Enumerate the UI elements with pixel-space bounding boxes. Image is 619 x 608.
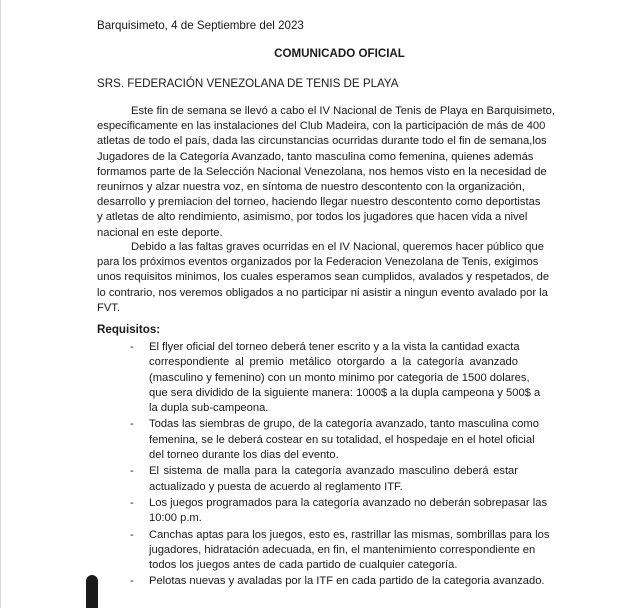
requirement-line: correspondiente al premio metálico otorgardo a la categoría avanzado: [149, 356, 518, 369]
paragraph-line: y atletas de alto rendimiento, asimismo, por todos los jugadores que hacen vida a nivel: [97, 211, 528, 224]
requirement-line: que sera dividido de la siguiente manera: 1000$ a la dupla campeona y 500$ a: [149, 386, 541, 399]
requirement-line: femenina, se le deberá costear en su totalidad, el hospedaje en el hotel oficial: [149, 433, 535, 446]
requirements-list: [130, 340, 550, 591]
letter-title: [0, 47, 619, 60]
bullet-dash: -: [130, 465, 134, 478]
requirement-line: Canchas aptas para los juegos, esto es, rastrillar las mismas, sombrillas para los: [149, 528, 550, 541]
paragraph-line: reunirnos y alzar nuestra voz, en síntoma de nuestro descontento con la organización,: [97, 181, 525, 194]
paragraph-line: Este fin de semana se llevó a cabo el IV Nacional de Tenis de Playa en Barquisimeto,: [131, 105, 555, 117]
requirement-item: [130, 464, 518, 495]
requirement-item: [130, 496, 548, 527]
paragraph-event-summary: [97, 104, 555, 241]
bullet-dash: -: [130, 575, 134, 588]
bullet-dash: -: [130, 418, 134, 431]
requirement-line: la dupla sub-campeona.: [149, 402, 269, 415]
corner-mark-shape: [86, 575, 98, 608]
paragraph-line: Debido a las faltas graves ocurridas en el IV Nacional, queremos hacer público que: [131, 241, 544, 253]
letter-date: Barquisimeto, 4 de Septiembre del 2023: [97, 19, 304, 32]
paragraph-line: desarrollo y premiacion del torneo, haciendo llegar nuestro descontento como deportistas: [97, 196, 541, 209]
requirement-line: actualizado y puesta de acuerdo al reglamento ITF.: [149, 480, 403, 493]
requirement-line: jugadores, hidratación adecuada, en fin, el mantenimiento correspondiente en: [149, 543, 536, 556]
requirement-line: (masculino y femenino) con un monto minimo por categoria de 1500 dolares,: [149, 371, 530, 384]
requirement-item: [130, 417, 539, 463]
paragraph-line: Jugadores de la Categoría Avanzado, tanto masculina como femenina, quienes además: [97, 150, 534, 163]
requirement-item: [130, 574, 545, 589]
paragraph-line: FVT.: [97, 301, 120, 314]
requirement-line: El flyer oficial del torneo deberá tener escrito y a la vista la cantidad exacta: [149, 341, 520, 353]
requirement-line: 10:00 p.m.: [149, 512, 202, 525]
requirements-heading: Requisitos:: [97, 323, 161, 336]
requirement-line: todos los juegos antes de cada partido de cualquier categoría.: [149, 559, 458, 572]
paragraph-line: atletas de todo el país, dada las circunstancias ocurridas durante todo el fin de semana,los: [97, 135, 547, 148]
requirement-item: [130, 340, 541, 416]
paragraph-line: formamos parte de la Selección Nacional Venezolana, nos hemos visto en la necesidad de: [97, 165, 547, 178]
bullet-dash: -: [130, 528, 134, 541]
requirement-item: [130, 528, 550, 574]
paragraph-line: lo contrario, nos veremos obligados a no participar ni asistir a ningun evento avalado por la: [97, 286, 548, 299]
paragraph-line: especificamente en las instalaciones del Club Madeira, con la participación de más de 400: [97, 120, 546, 133]
requirement-line: Los juegos programados para la categoría avanzado no deberán sobrepasar las: [149, 496, 548, 509]
page-edge-line: [0, 0, 1, 608]
paragraph-line: nacional en este deporte.: [97, 226, 223, 239]
paragraph-line: para los próximos eventos organizados por la Federacion Venezolana de Tenis, exigimos: [97, 256, 539, 269]
paragraph-line: unos requisitos minimos, los cuales esperamos sean cumplidos, avalados y respetados, de: [97, 271, 550, 284]
paragraph-demands-intro: [97, 240, 550, 316]
letter-title-text: COMUNICADO OFICIAL: [274, 47, 405, 60]
requirement-line: Todas las siembras de grupo, de la categoría avanzado, tanto masculina como: [149, 418, 539, 431]
requirement-line: El sistema de malla para la categoría avanzado masculino deberá estar: [149, 465, 518, 478]
requirement-line: Pelotas nuevas y avaladas por la ITF en cada partido de la categoria avanzado.: [149, 575, 545, 588]
bullet-dash: -: [130, 341, 134, 353]
bullet-dash: -: [130, 496, 134, 509]
letter-addressee: SRS. FEDERACIÓN VENEZOLANA DE TENIS DE PLAYA: [97, 77, 399, 90]
requirement-line: del torneo durante los dias del evento.: [149, 449, 339, 462]
